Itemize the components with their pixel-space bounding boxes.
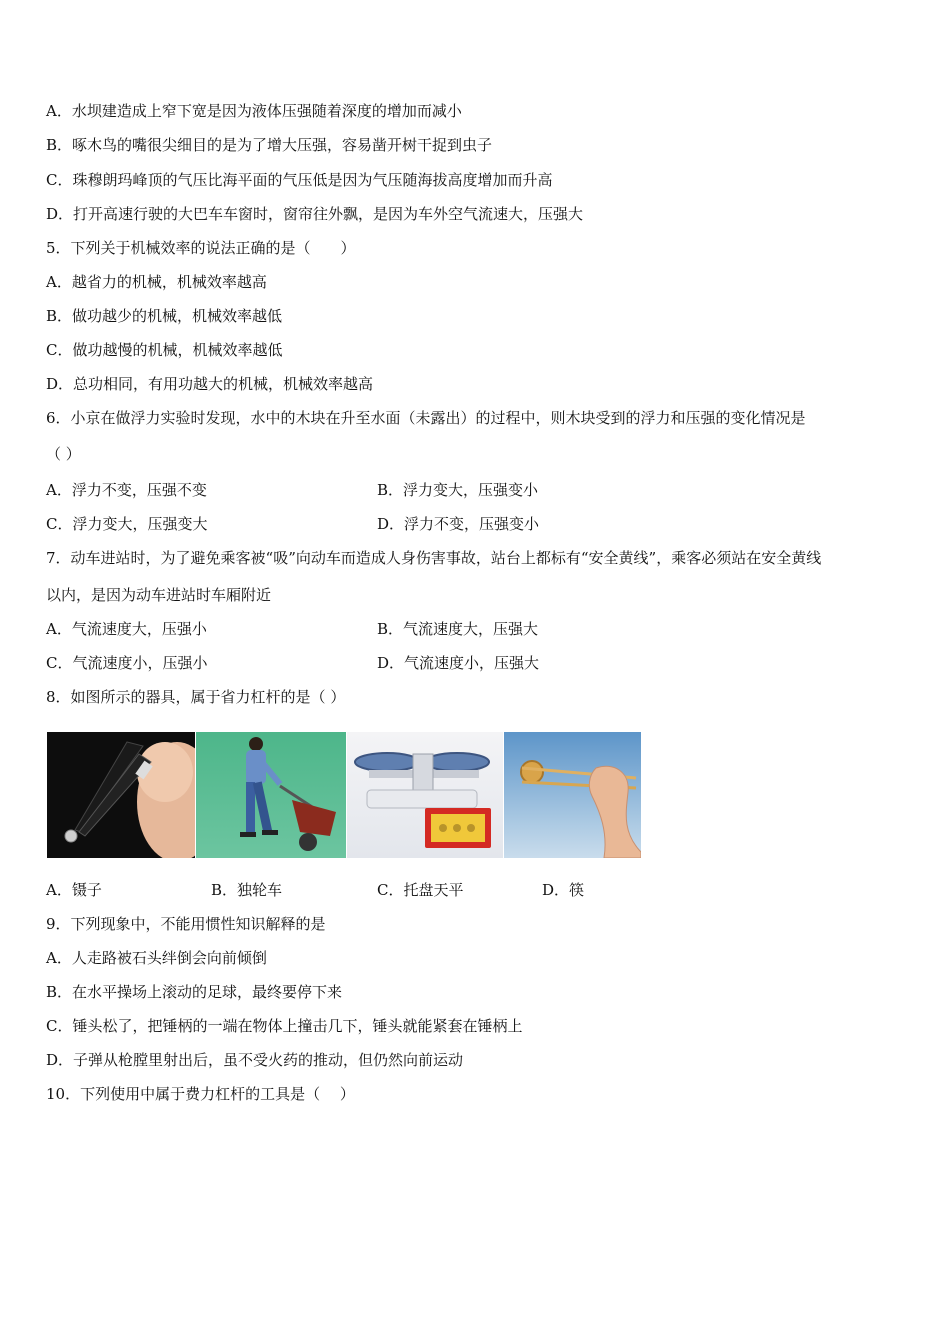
q8-option-c: C．托盘天平 <box>377 881 464 899</box>
q8-option-b: B．独轮车 <box>211 881 283 899</box>
q5-option-a: A．越省力的机械，机械效率越高 <box>46 273 267 291</box>
balance-scale-illustration <box>347 732 503 858</box>
q7-option-c: C．气流速度小，压强小 <box>46 654 208 672</box>
q9-option-a: A．人走路被石头绊倒会向前倾倒 <box>46 949 267 967</box>
q8-photo-strip <box>47 732 641 858</box>
q6-option-d: D．浮力不变，压强变小 <box>377 515 540 533</box>
q7-option-d: D．气流速度小，压强大 <box>377 654 540 672</box>
q4-option-a: A．水坝建造成上窄下宽是因为液体压强随着深度的增加而减小 <box>46 102 462 120</box>
q6-option-b: B．浮力变大，压强变小 <box>377 481 539 499</box>
q7-option-a: A．气流速度大，压强小 <box>46 620 207 638</box>
q9-option-c: C．锤头松了，把锤柄的一端在物体上撞击几下，锤头就能紧套在锤柄上 <box>46 1017 523 1035</box>
tweezers-photo <box>47 732 195 858</box>
q8-stem: 8．如图所示的器具，属于省力杠杆的是（ ） <box>46 688 346 706</box>
q5-option-d: D．总功相同，有用功越大的机械，机械效率越高 <box>46 375 374 393</box>
q6-option-a: A．浮力不变，压强不变 <box>46 481 207 499</box>
tweezers-illustration <box>47 732 195 858</box>
chopsticks-photo <box>504 732 641 858</box>
q6-option-c: C．浮力变大，压强变大 <box>46 515 208 533</box>
q7-option-b: B．气流速度大，压强大 <box>377 620 539 638</box>
q6-stem-line2: （ ） <box>46 445 81 463</box>
chopsticks-illustration <box>504 732 641 858</box>
q7-stem-line2: 以内，是因为动车进站时车厢附近 <box>46 586 272 604</box>
q6-stem-line1: 6．小京在做浮力实验时发现，水中的木块在升至水面（未露出）的过程中，则木块受到的浮力和压强的变化情况是 <box>46 409 806 427</box>
q4-option-d: D．打开高速行驶的大巴车车窗时，窗帘往外飘，是因为车外空气流速大，压强大 <box>46 205 584 223</box>
q8-option-a: A．镊子 <box>46 881 102 899</box>
balance-scale-photo <box>347 732 503 858</box>
q4-option-c: C．珠穆朗玛峰顶的气压比海平面的气压低是因为气压随海拔高度增加而升高 <box>46 171 553 189</box>
q9-option-b: B．在水平操场上滚动的足球，最终要停下来 <box>46 983 343 1001</box>
wheelbarrow-illustration <box>196 732 346 858</box>
q8-option-d: D．筷 <box>542 881 585 899</box>
q4-option-b: B．啄木鸟的嘴很尖细目的是为了增大压强，容易凿开树干捉到虫子 <box>46 136 493 154</box>
q7-stem-line1: 7．动车进站时，为了避免乘客被“吸”向动车而造成人身伤害事故，站台上都标有“安全黄线”，乘客必须站在安全黄线 <box>46 549 822 567</box>
q5-option-c: C．做功越慢的机械，机械效率越低 <box>46 341 283 359</box>
q5-stem: 5．下列关于机械效率的说法正确的是（ ） <box>46 239 356 257</box>
wheelbarrow-photo <box>196 732 346 858</box>
q5-option-b: B．做功越少的机械，机械效率越低 <box>46 307 283 325</box>
q9-stem: 9．下列现象中，不能用惯性知识解释的是 <box>46 915 326 933</box>
q9-option-d: D．子弹从枪膛里射出后，虽不受火药的推动，但仍然向前运动 <box>46 1051 464 1069</box>
q10-stem: 10．下列使用中属于费力杠杆的工具是（ ） <box>46 1085 355 1103</box>
